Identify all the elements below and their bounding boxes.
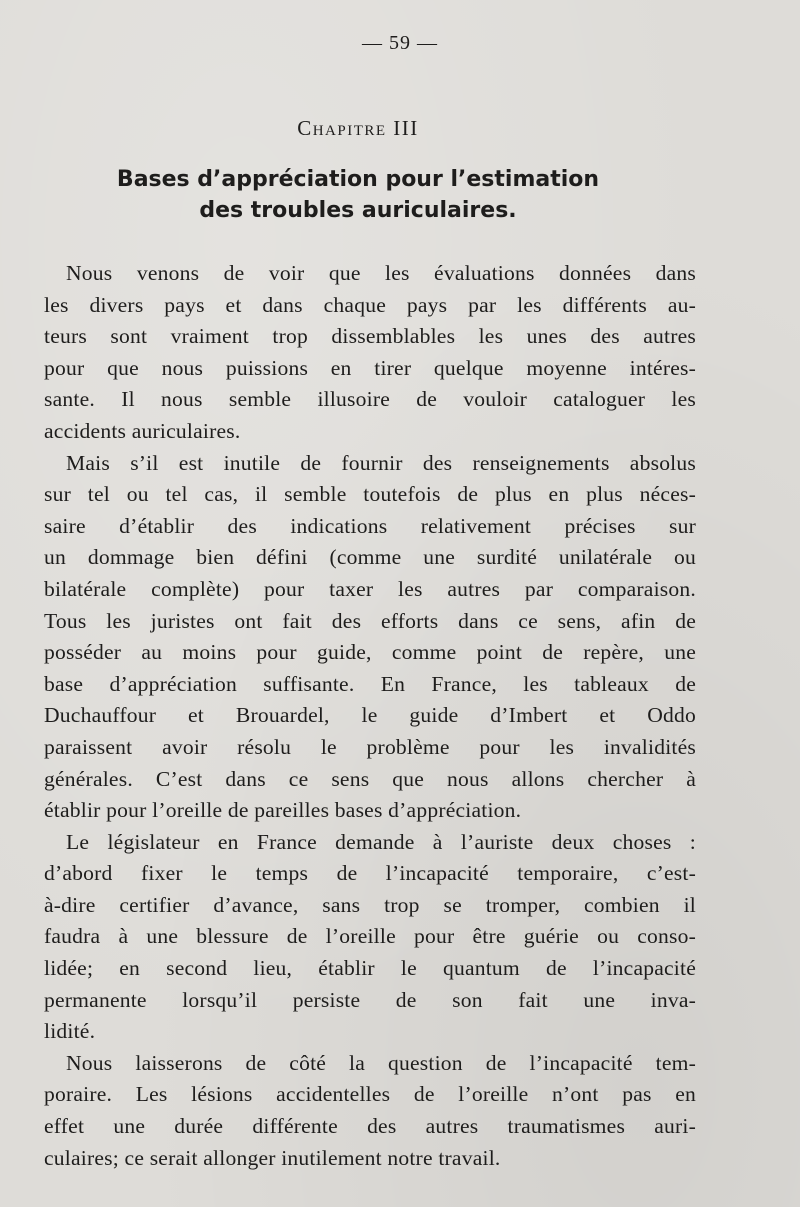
paragraph bbox=[44, 448, 696, 827]
paragraph bbox=[44, 1048, 696, 1174]
paragraph bbox=[44, 258, 696, 448]
text-line: bilatérale complète) pour taxer les autres par comparaison. bbox=[44, 576, 696, 601]
chapter-label: Chapitre III bbox=[297, 116, 419, 140]
text-line: sante. Il nous semble illusoire de vouloir cataloguer les bbox=[44, 387, 696, 412]
paragraph bbox=[44, 827, 696, 1048]
text-line: paraissent avoir résolu le problème pour les invalidités bbox=[44, 734, 696, 759]
text-line: sur tel ou tel cas, il semble toutefois de plus en plus néces- bbox=[44, 482, 696, 507]
text-line: accidents auriculaires. bbox=[44, 418, 241, 443]
text-line: lidité. bbox=[44, 1019, 96, 1044]
chapter-title-line: des troubles auriculaires. bbox=[199, 198, 517, 223]
chapter-title bbox=[0, 164, 716, 226]
text-line: établir pour l’oreille de pareilles bases d’appréciation. bbox=[44, 798, 522, 823]
text-line: base d’appréciation suffisante. En France, les tableaux de bbox=[44, 671, 696, 696]
text-line: Mais s’il est inutile de fournir des renseignements absolus bbox=[66, 450, 696, 475]
text-line: générales. C’est dans ce sens que nous allons chercher à bbox=[44, 766, 696, 791]
text-line: poraire. Les lésions accidentelles de l’oreille n’ont pas en bbox=[44, 1082, 696, 1107]
text-line: saire d’établir des indications relativement précises sur bbox=[44, 513, 696, 538]
text-line: teurs sont vraiment trop dissemblables les unes des autres bbox=[44, 324, 696, 349]
text-line: les divers pays et dans chaque pays par les différents au- bbox=[44, 292, 696, 317]
text-line: pour que nous puissions en tirer quelque moyenne intéres- bbox=[44, 355, 696, 380]
text-line: posséder au moins pour guide, comme point de repère, une bbox=[44, 640, 696, 665]
text-line: Nous laisserons de côté la question de l’incapacité tem- bbox=[66, 1050, 696, 1075]
text-line: lidée; en second lieu, établir le quantum de l’incapacité bbox=[44, 956, 696, 981]
text-line: faudra à une blessure de l’oreille pour être guérie ou conso- bbox=[44, 924, 696, 949]
text-line: d’abord fixer le temps de l’incapacité temporaire, c’est- bbox=[44, 861, 696, 886]
text-line: un dommage bien défini (comme une surdité unilatérale ou bbox=[44, 545, 696, 570]
text-line: Le législateur en France demande à l’auriste deux choses : bbox=[66, 829, 696, 854]
text-line: à-dire certifier d’avance, sans trop se tromper, combien il bbox=[44, 892, 696, 917]
text-line: culaires; ce serait allonger inutilement notre travail. bbox=[44, 1145, 501, 1170]
text-line: permanente lorsqu’il persiste de son fait une inva- bbox=[44, 987, 696, 1012]
text-line: Tous les juristes ont fait des efforts dans ce sens, afin de bbox=[44, 608, 696, 633]
text-line: Nous venons de voir que les évaluations données dans bbox=[66, 261, 696, 285]
text-line: effet une durée différente des autres traumatismes auri- bbox=[44, 1114, 696, 1139]
text-line: Duchauffour et Brouardel, le guide d’Imbert et Oddo bbox=[44, 703, 696, 728]
page-number: — 59 — bbox=[362, 32, 438, 54]
chapter-title-line: Bases d’appréciation pour l’estimation bbox=[116, 167, 600, 192]
body-text bbox=[44, 258, 696, 1174]
